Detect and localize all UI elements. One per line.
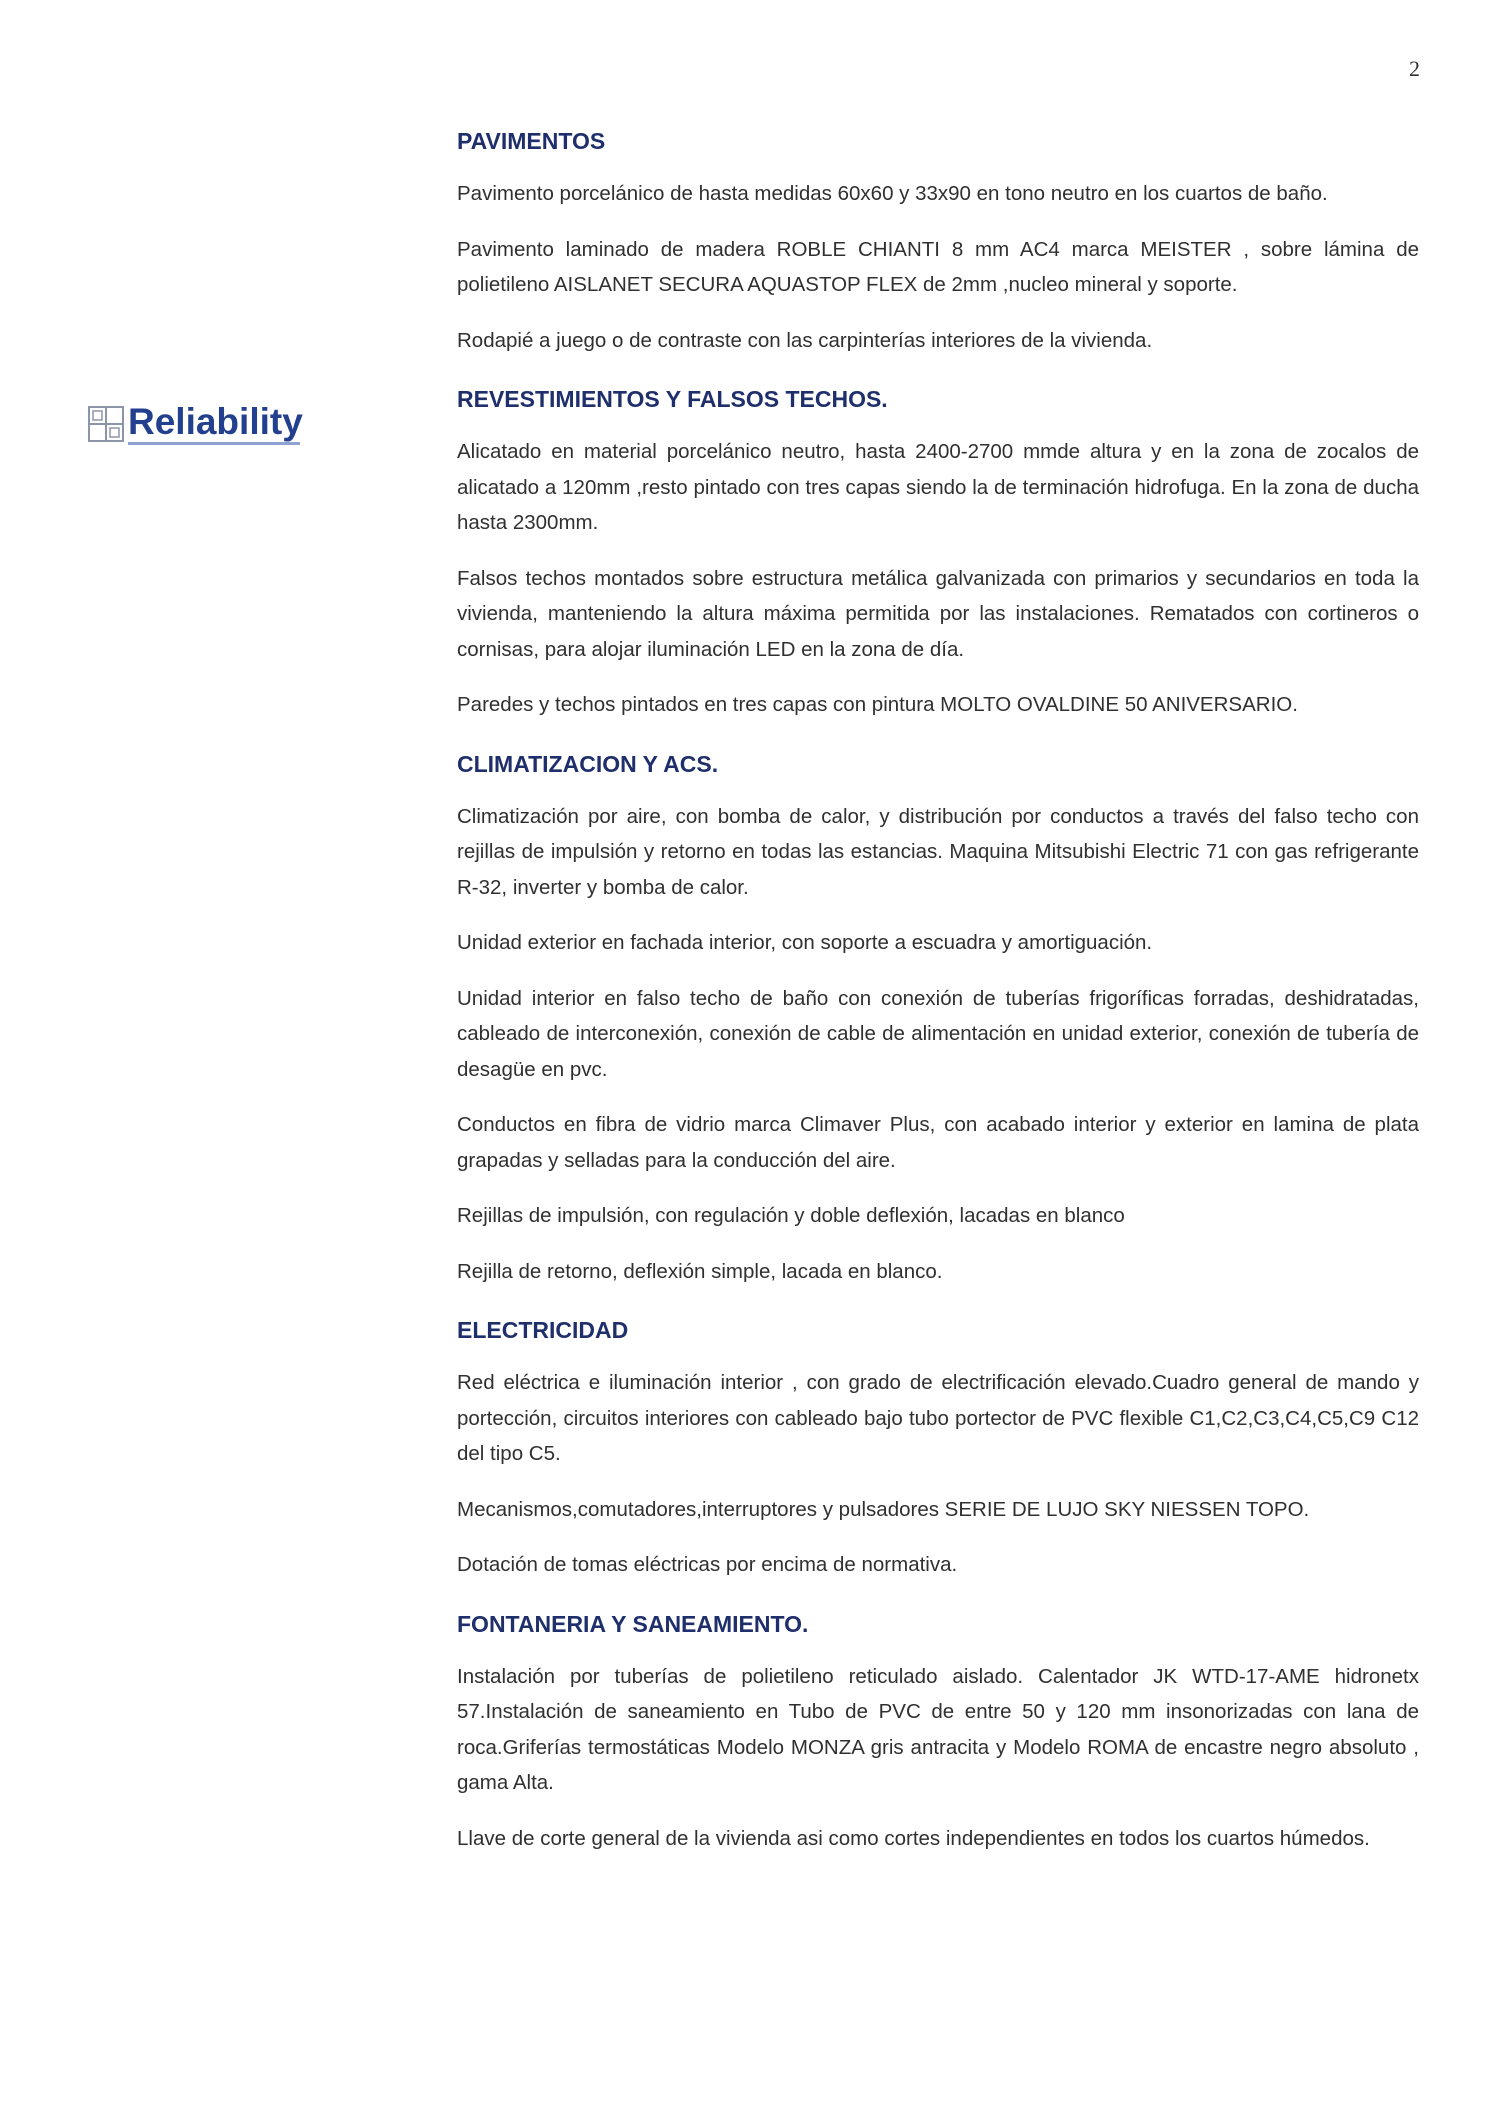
document-body (457, 126, 1419, 1882)
section-title: FONTANERIA Y SANEAMIENTO. (457, 1610, 809, 1637)
paragraph: Llave de corte general de la vivienda asi como cortes independientes en todos los cuartos húmedos. (457, 1826, 1370, 1850)
paragraph: Alicatado en material porcelánico neutro, hasta 2400-2700 mmde altura y en la zona de zocalos de alicatado a 120mm ,resto pintado con tres capas siendo la de terminación hidrofuga. En la zona de ducha hasta 2300mm. (457, 440, 1419, 534)
section-title: PAVIMENTOS (457, 128, 606, 154)
logo-text: Reliability (128, 401, 303, 442)
paragraph: Pavimento porcelánico de hasta medidas 60x60 y 33x90 en tono neutro en los cuartos de baño. (457, 182, 1328, 205)
paragraph: Unidad exterior en fachada interior, con soporte a escuadra y amortiguación. (457, 931, 1153, 954)
paragraph: Paredes y techos pintados en tres capas con pintura MOLTO OVALDINE 50 ANIVERSARIO. (457, 693, 1298, 716)
paragraph: Mecanismos,comutadores,interruptores y pulsadores SERIE DE LUJO SKY NIESSEN TOPO. (457, 1497, 1310, 1521)
section-climatizacion (457, 749, 1419, 1290)
paragraph: Conductos en fibra de vidrio marca Climaver Plus, con acabado interior y exterior en lamina de plata grapadas y selladas para la conducción del aire. (457, 1113, 1419, 1172)
paragraph: Dotación de tomas eléctricas por encima de normativa. (457, 1553, 958, 1576)
paragraph: Red eléctrica e iluminación interior , con grado de electrificación elevado.Cuadro general de mando y portección, circuitos interiores con cableado bajo tubo portector de PVC flexible C1,C2,C3,C4,C5,C9 C12 del tipo C5. (457, 1371, 1419, 1465)
section-fontaneria (457, 1609, 1419, 1857)
company-logo (88, 402, 318, 448)
paragraph: Falsos techos montados sobre estructura metálica galvanizada con primarios y secundarios en toda la vivienda, manteniendo la altura máxima permitida por las instalaciones. Rematados con cortineros o cornisas, para alojar iluminación LED en la zona de día. (457, 566, 1419, 661)
paragraph: Rodapié a juego o de contraste con las carpinterías interiores de la vivienda. (457, 328, 1153, 352)
paragraph: Rejilla de retorno, deflexión simple, lacada en blanco. (457, 1259, 943, 1283)
paragraph: Climatización por aire, con bomba de calor, y distribución por conductos a través del falso techo con rejillas de impulsión y retorno en todas las estancias. Maquina Mitsubishi Electric 71 con gas refrigerante R-32, inverter y bomba de calor. (457, 804, 1419, 899)
logo-mark-icon (88, 406, 124, 442)
section-title: CLIMATIZACION Y ACS. (457, 750, 719, 777)
section-electricidad (457, 1315, 1419, 1583)
logo-underline (128, 442, 300, 445)
page-number: 2 (1409, 56, 1420, 81)
paragraph: Pavimento laminado de madera ROBLE CHIANTI 8 mm AC4 marca MEISTER , sobre lámina de polietileno AISLANET SECURA AQUASTOP FLEX de 2mm ,nucleo mineral y soporte. (457, 237, 1419, 296)
section-revestimientos (457, 384, 1419, 723)
paragraph: Unidad interior en falso techo de baño con conexión de tuberías frigoríficas forradas, deshidratadas, cableado de interconexión, conexión de cable de alimentación en unidad exterior, conexión de tubería de desagüe en pvc. (457, 986, 1419, 1081)
section-title: ELECTRICIDAD (457, 1317, 629, 1343)
section-pavimentos (457, 126, 1419, 358)
section-title: REVESTIMIENTOS Y FALSOS TECHOS. (457, 386, 888, 412)
paragraph: Instalación por tuberías de polietileno reticulado aislado. Calentador JK WTD-17-AME hidronetx 57.Instalación de saneamiento en Tubo de PVC de entre 50 y 120 mm insonorizadas con lana de roca.Griferías termostáticas Modelo MONZA gris antracita y Modelo ROMA de encastre negro absoluto , gama Alta. (457, 1664, 1419, 1794)
paragraph: Rejillas de impulsión, con regulación y doble deflexión, lacadas en blanco (457, 1204, 1125, 1227)
